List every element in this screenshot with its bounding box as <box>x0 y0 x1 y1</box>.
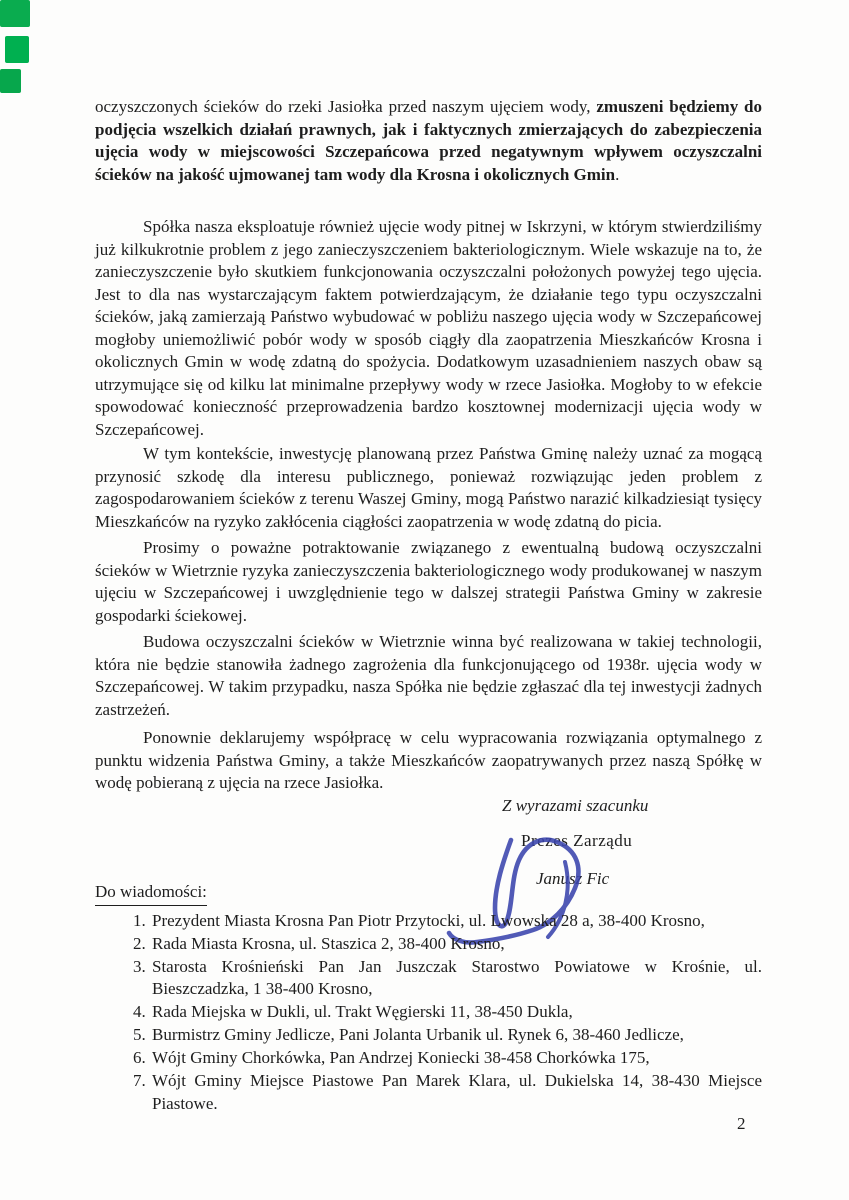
cc-list-item: 1. Prezydent Miasta Krosna Pan Piotr Przytocki, ul. Lwowska 28 a, 38-400 Krosno, <box>150 910 762 933</box>
cc-section <box>95 881 762 1116</box>
scan-corner-mark <box>5 36 29 63</box>
body-paragraph: W tym kontekście, inwestycję planowaną przez Państwa Gminę należy uznać za mogącą przynosić szkodę dla interesu publicznego, ponieważ rozwiązując jeden problem z zagospodarowaniem ścieków z terenu Waszej Gminy, mogą Państwo narazić kilkadziesiąt tysięcy Mieszkańców na ryzyko zakłócenia ciągłości zaopatrzenia w wodę zdatną do picia. <box>95 444 762 531</box>
body-paragraph-continuation <box>95 96 762 186</box>
closing-salutation: Z wyrazami szacunku <box>502 796 649 815</box>
body-paragraph: Prosimy o poważne potraktowanie związanego z ewentualną budową oczyszczalni ścieków w Wietrznie ryzyka zanieczyszczenia bakteriologicznego wody produkowanej w naszym ujęciu w Szczepańcowej i uwzględnienie tego w dalszej strategii Państwa Gminy w zakresie gospodarki ściekowej. <box>95 538 762 625</box>
body-paragraph: Spółka nasza eksploatuje również ujęcie wody pitnej w Iskrzyni, w którym stwierdziliśmy już kilkukrotnie problem z jego zanieczyszczeniem bakteriologicznym. Wiele wskazuje na to, że zanieczyszczenie było skutkiem funkcjonowania oczyszczalni położonych powyżej tego ujęcia. Jest to dla nas wystarczającym faktem potwierdzającym, że działanie tego typu oczyszczalni ścieków, jaką zamierzają Państwo wybudować w pobliżu naszego ujęcia wody w Szczepańcowej mogłoby uniemożliwić pobór wody w sposób ciągły dla zaopatrzenia Mieszkańców Krosna i okolicznych Gmin w wodę zdatną do spożycia. Dodatkowym uzasadnieniem naszych obaw są utrzymujące się od kilku lat minimalne przepływy wody w rzece Jasiołka. Mogłoby to w efekcie spowodować konieczność przeprowadzenia bardzo kosztownej modernizacji ujęcia wody w Szczepańcowej. <box>95 217 762 439</box>
scan-corner-mark <box>0 0 30 27</box>
letter-body <box>95 96 762 799</box>
cc-list-item: 4. Rada Miejska w Dukli, ul. Trakt Węgierski 11, 38-450 Dukla, <box>150 1001 762 1024</box>
cc-list <box>95 910 762 1116</box>
page-number: 2 <box>737 1114 746 1133</box>
cc-list-item: 6. Wójt Gminy Chorkówka, Pan Andrzej Koniecki 38-458 Chorkówka 175, <box>150 1047 762 1070</box>
cc-list-item: 5. Burmistrz Gminy Jedlicze, Pani Jolanta Urbanik ul. Rynek 6, 38-460 Jedlicze, <box>150 1024 762 1047</box>
paragraph-text: . <box>615 164 620 184</box>
signer-name: Janusz Fic <box>536 869 610 888</box>
signer-title: Prezes Zarządu <box>521 831 633 850</box>
paragraph-bold-text: zmuszeni będziemy do podjęcia wszelkich działań prawnych, jak i faktycznych zmierzających do zabezpieczenia ujęcia wody w miejscowości Szczepańcowa przed negatywnym wpływem oczyszczalni ścieków na jakość ujmowanej tam wody dla Krosna i okolicznych Gmin <box>95 97 762 184</box>
body-paragraph: Budowa oczyszczalni ścieków w Wietrznie winna być realizowana w takiej technologii, która nie będzie stanowiła żadnego zagrożenia dla funkcjonującego od 1938r. ujęcia wody w Szczepańcowej. W takim przypadku, nasza Spółka nie będzie zgłaszać dla tej inwestycji żadnych zastrzeżeń. <box>95 632 762 719</box>
cc-heading: Do wiadomości: <box>95 881 207 906</box>
scan-corner-mark <box>0 69 21 93</box>
cc-list-item: 2. Rada Miasta Krosna, ul. Staszica 2, 38-400 Krosno, <box>150 933 762 956</box>
body-paragraph: Ponownie deklarujemy współpracę w celu wypracowania rozwiązania optymalnego z punktu widzenia Państwa Gminy, a także Mieszkańców zaopatrywanych przez naszą Spółkę w wodę pobieraną z ujęcia na rzece Jasiołka. <box>95 728 762 792</box>
cc-list-item: 3. Starosta Krośnieński Pan Jan Juszczak Starostwo Powiatowe w Krośnie, ul. Bieszczadzka, 1 38-400 Krosno, <box>150 956 762 1001</box>
cc-list-item: 7. Wójt Gminy Miejsce Piastowe Pan Marek Klara, ul. Dukielska 14, 38-430 Miejsce Piastowe. <box>150 1070 762 1115</box>
paragraph-text: oczyszczonych ścieków do rzeki Jasiołka przed naszym ujęciem wody, <box>95 97 597 116</box>
